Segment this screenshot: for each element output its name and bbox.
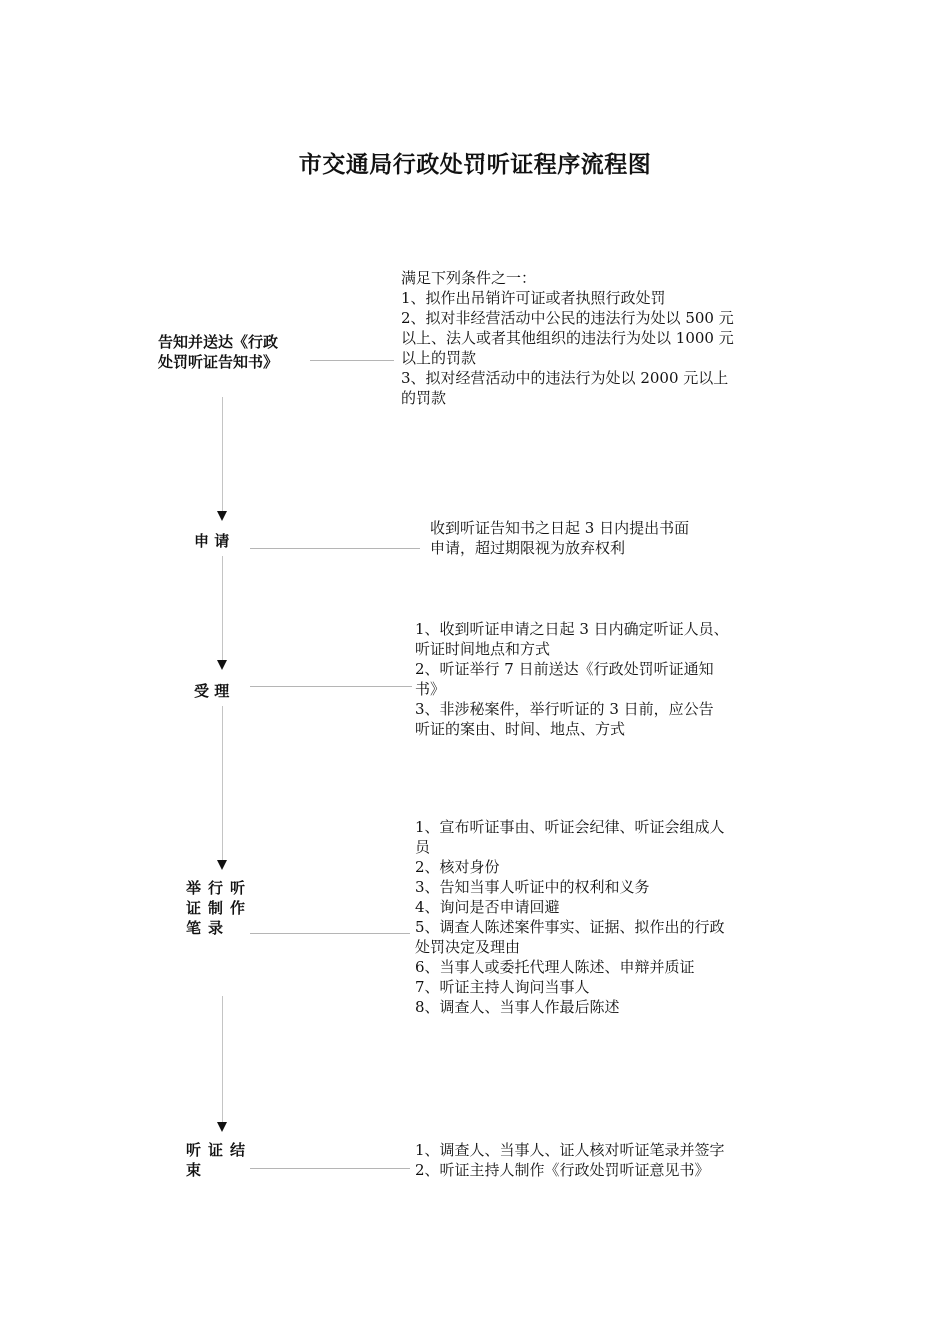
step-apply-note: 收到听证告知书之日起 3 日内提出书面 申请，超过期限视为放弃权利 bbox=[430, 519, 690, 557]
arrow-down-icon bbox=[217, 860, 227, 870]
step-apply-label: 申 请 bbox=[194, 532, 230, 550]
arrow-down-icon bbox=[217, 1122, 227, 1132]
step-hearing-label: 举行听 证制作 笔录 bbox=[186, 879, 253, 937]
step-notify-label: 告知并送达《行政 处罚听证告知书》 bbox=[158, 333, 279, 371]
flow-line-3 bbox=[222, 706, 223, 860]
page-title: 市交通局行政处罚听证程序流程图 bbox=[298, 151, 652, 178]
connector-line-accept bbox=[250, 686, 412, 687]
step-notify-note: 满足下列条件之一： 1、拟作出吊销许可证或者执照行政处罚 2、拟对非经营活动中公民的违法行为处以 500 元 以上、法人或者其他组织的违法行为处以 1000 元 以上的罚款 3、拟对经营活动中的违法行为处以 2000 元以上 的罚款 bbox=[401, 269, 734, 407]
step-accept-note: 1、收到听证申请之日起 3 日内确定听证人员、 听证时间地点和方式 2、听证举行 7 日前送达《行政处罚听证通知 书》 3、非涉秘案件，举行听证的 3 日前，应公告 听证的案由、时间、地点、方式 bbox=[415, 620, 729, 738]
flow-line-1 bbox=[222, 397, 223, 511]
connector-line-hearing bbox=[250, 933, 410, 934]
connector-line-apply bbox=[250, 548, 420, 549]
flow-line-2 bbox=[222, 556, 223, 660]
step-hearing-note: 1、宣布听证事由、听证会纪律、听证会组成人 员 2、核对身份 3、告知当事人听证中的权利和义务 4、询问是否申请回避 5、调查人陈述案件事实、证据、拟作出的行政 处罚决定及理由 6、当事人或委托代理人陈述、申辩并质证 7、听证主持人询问当事人 8、调查人、当事人作最后陈述 bbox=[415, 818, 725, 1016]
arrow-down-icon bbox=[217, 511, 227, 521]
step-end-label: 听证结 束 bbox=[186, 1141, 253, 1179]
step-end-note: 1、调查人、当事人、证人核对听证笔录并签字 2、听证主持人制作《行政处罚听证意见书》 bbox=[415, 1141, 725, 1179]
connector-line-end bbox=[250, 1168, 410, 1169]
connector-line-notify bbox=[310, 360, 394, 361]
step-accept-label: 受 理 bbox=[194, 682, 230, 700]
flow-line-4 bbox=[222, 996, 223, 1122]
arrow-down-icon bbox=[217, 660, 227, 670]
